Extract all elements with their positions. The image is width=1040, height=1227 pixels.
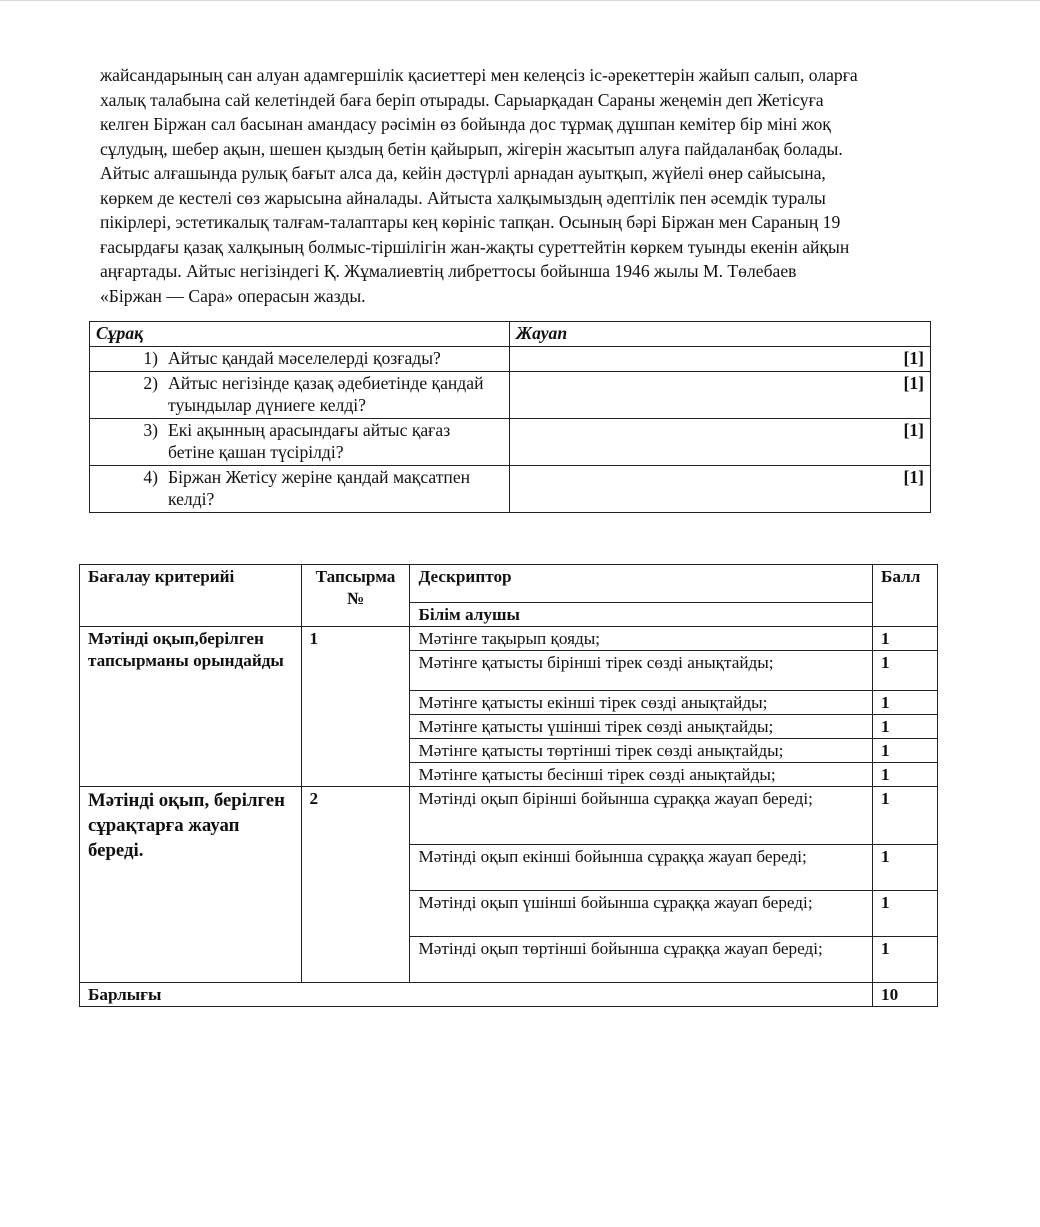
question-cell — [90, 466, 510, 513]
score-cell: 1 — [873, 739, 938, 763]
criterion-cell: Мәтінді оқып, берілген сұрақтарға жауап береді. — [80, 787, 302, 983]
question-mark: [1] — [903, 373, 924, 393]
question-mark: [1] — [903, 467, 924, 487]
question-cell — [90, 419, 510, 466]
descriptor-cell: Мәтінді оқып үшінші бойынша сұраққа жауап береді; — [410, 891, 873, 937]
question-text: Айтыс қандай мәселелерді қозғады? — [168, 348, 441, 368]
passage-text — [100, 63, 1020, 308]
descriptor-cell: Мәтінді оқып екінші бойынша сұраққа жауап береді; — [410, 845, 873, 891]
question-cell — [90, 372, 510, 419]
question-text: Біржан Жетісу жеріне қандай мақсатпен келді? — [168, 467, 471, 509]
score-cell: 1 — [873, 627, 938, 651]
questions-header-row — [90, 322, 931, 347]
descriptor-cell: Мәтінге қатысты төртінші тірек сөзді анықтайды; — [410, 739, 873, 763]
answer-cell[interactable] — [510, 347, 931, 372]
task-number-cell: 1 — [301, 627, 410, 787]
passage-line: пікірлері, эстетикалық талғам-талаптары кең көрініс тапқан. Осының бәрі Біржан мен Сараның 19 — [100, 212, 841, 232]
total-row — [80, 983, 938, 1007]
passage-line: келген Біржан сал басынан амандасу рәсімін өз бойында дос тұрмақ дұшпан кемітер бір міні жоқ — [100, 114, 831, 134]
question-mark: [1] — [903, 348, 924, 368]
question-row — [90, 372, 931, 419]
passage-line: көркем де кестелі сөз жарысына айналады. Айтыста халқымыздың әдептілік пен әсемдік туралы — [100, 187, 826, 208]
question-row — [90, 419, 931, 466]
assessment-table — [79, 564, 938, 1007]
question-number: 3) — [143, 420, 158, 440]
task-number-cell: 2 — [301, 787, 410, 983]
question-number: 4) — [143, 467, 158, 487]
question-number: 2) — [143, 373, 158, 393]
passage-line: Айтыс алғашында рулық бағыт алса да, кейін дәстүрлі арнадан ауытқып, жүйелі өнер сайысына, — [100, 163, 826, 183]
descriptor-cell: Мәтінге қатысты бесінші тірек сөзді анықтайды; — [410, 763, 873, 787]
question-mark: [1] — [903, 420, 924, 440]
question-text: Екі ақынның арасындағы айтыс қағаз бетіне қашан түсірілді? — [168, 420, 451, 462]
descriptor-cell: Мәтінге тақырып қояды; — [410, 627, 873, 651]
table-row — [80, 627, 938, 651]
descriptor-cell: Мәтінге қатысты үшінші тірек сөзді анықтайды; — [410, 715, 873, 739]
assessment-header-row — [80, 565, 938, 603]
passage-line: аңғартады. Айтыс негізіндегі Қ. Жұмалиевтің либреттосы бойынша 1946 жылы М. Төлебаев — [100, 261, 797, 281]
task-header: Тапсырма № — [301, 565, 410, 627]
answer-cell[interactable] — [510, 466, 931, 513]
score-cell: 1 — [873, 651, 938, 691]
learner-subheader: Білім алушы — [410, 603, 873, 627]
score-cell: 1 — [873, 787, 938, 845]
question-cell — [90, 347, 510, 372]
passage-line: «Біржан — Сара» операсын жазды. — [100, 285, 366, 306]
question-text: Айтыс негізінде қазақ әдебиетінде қандай туындылар дүниеге келді? — [168, 373, 484, 415]
score-cell: 1 — [873, 891, 938, 937]
descriptor-cell: Мәтінге қатысты бірінші тірек сөзді анықтайды; — [410, 651, 873, 691]
answer-cell[interactable] — [510, 419, 931, 466]
question-number: 1) — [143, 348, 158, 368]
descriptor-cell: Мәтінді оқып төртінші бойынша сұраққа жауап береді; — [410, 937, 873, 983]
passage-line: ғасырдағы қазақ халқының болмыс-тіршілігін жан-жақты суреттейтін көркем туынды екенін айқын — [100, 236, 850, 257]
questions-table — [89, 321, 931, 513]
criterion-header: Бағалау критерийі — [80, 565, 302, 627]
question-column-header: Сұрақ — [90, 322, 510, 347]
score-cell: 1 — [873, 715, 938, 739]
total-label: Барлығы — [80, 983, 873, 1007]
descriptor-cell: Мәтінге қатысты екінші тірек сөзді анықтайды; — [410, 691, 873, 715]
score-cell: 1 — [873, 937, 938, 983]
score-cell: 1 — [873, 691, 938, 715]
question-row — [90, 347, 931, 372]
total-score: 10 — [873, 983, 938, 1007]
descriptor-cell: Мәтінді оқып бірінші бойынша сұраққа жауап береді; — [410, 787, 873, 845]
passage-line: халық талабына сай келетіндей баға беріп отырады. Сарыарқадан Сараны жеңемін деп Жетісуға — [100, 89, 824, 110]
score-cell: 1 — [873, 845, 938, 891]
score-cell: 1 — [873, 763, 938, 787]
score-header: Балл — [873, 565, 938, 627]
table-row — [80, 787, 938, 845]
page-top-border — [0, 0, 1040, 1]
descriptor-header: Дескриптор — [410, 565, 873, 603]
passage-line: жайсандарының сан алуан адамгершілік қасиеттері мен келеңсіз іс-әрекеттерін жайып салып, оларға — [100, 65, 858, 85]
answer-cell[interactable] — [510, 372, 931, 419]
answer-column-header: Жауап — [510, 322, 931, 347]
question-row — [90, 466, 931, 513]
passage-line: сұлудың, шебер ақын, шешен қыздың бетін қайырып, жігерін жасытып алуға пайдаланбақ болады. — [100, 138, 843, 159]
criterion-cell: Мәтінді оқып,берілген тапсырманы орындайды — [80, 627, 302, 787]
